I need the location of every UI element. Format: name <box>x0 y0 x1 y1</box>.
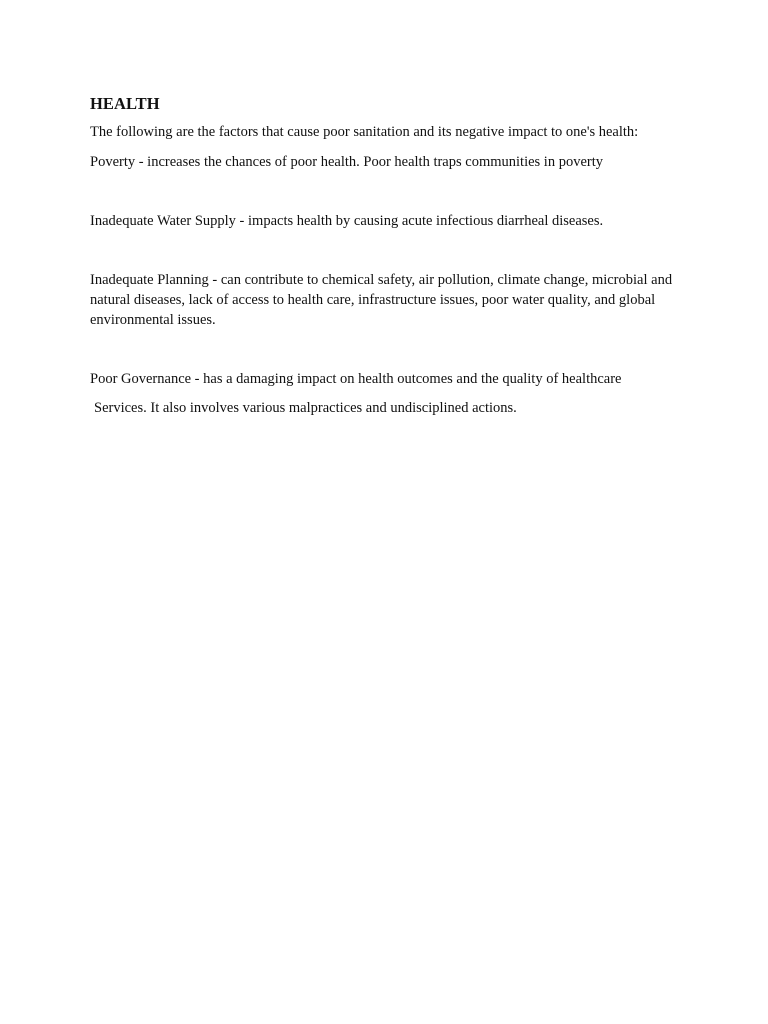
section-heading: HEALTH <box>90 94 160 113</box>
factor-planning: Inadequate Planning - can contribute to chemical safety, air pollution, climate change, microbial and natural diseases, lack of access to health care, infrastructure issues, poor water quality, and global environmental issues. <box>90 272 673 328</box>
factor-governance: Poor Governance - has a damaging impact on health outcomes and the quality of healthcare <box>90 371 622 387</box>
intro-paragraph: The following are the factors that cause poor sanitation and its negative impact to one's health: <box>90 124 639 140</box>
factor-water-supply: Inadequate Water Supply - impacts health by causing acute infectious diarrheal diseases. <box>90 213 604 229</box>
factor-governance-continuation: Services. It also involves various malpractices and undisciplined actions. <box>94 400 517 416</box>
document-page <box>90 94 680 418</box>
factor-poverty: Poverty - increases the chances of poor health. Poor health traps communities in poverty <box>90 154 603 170</box>
